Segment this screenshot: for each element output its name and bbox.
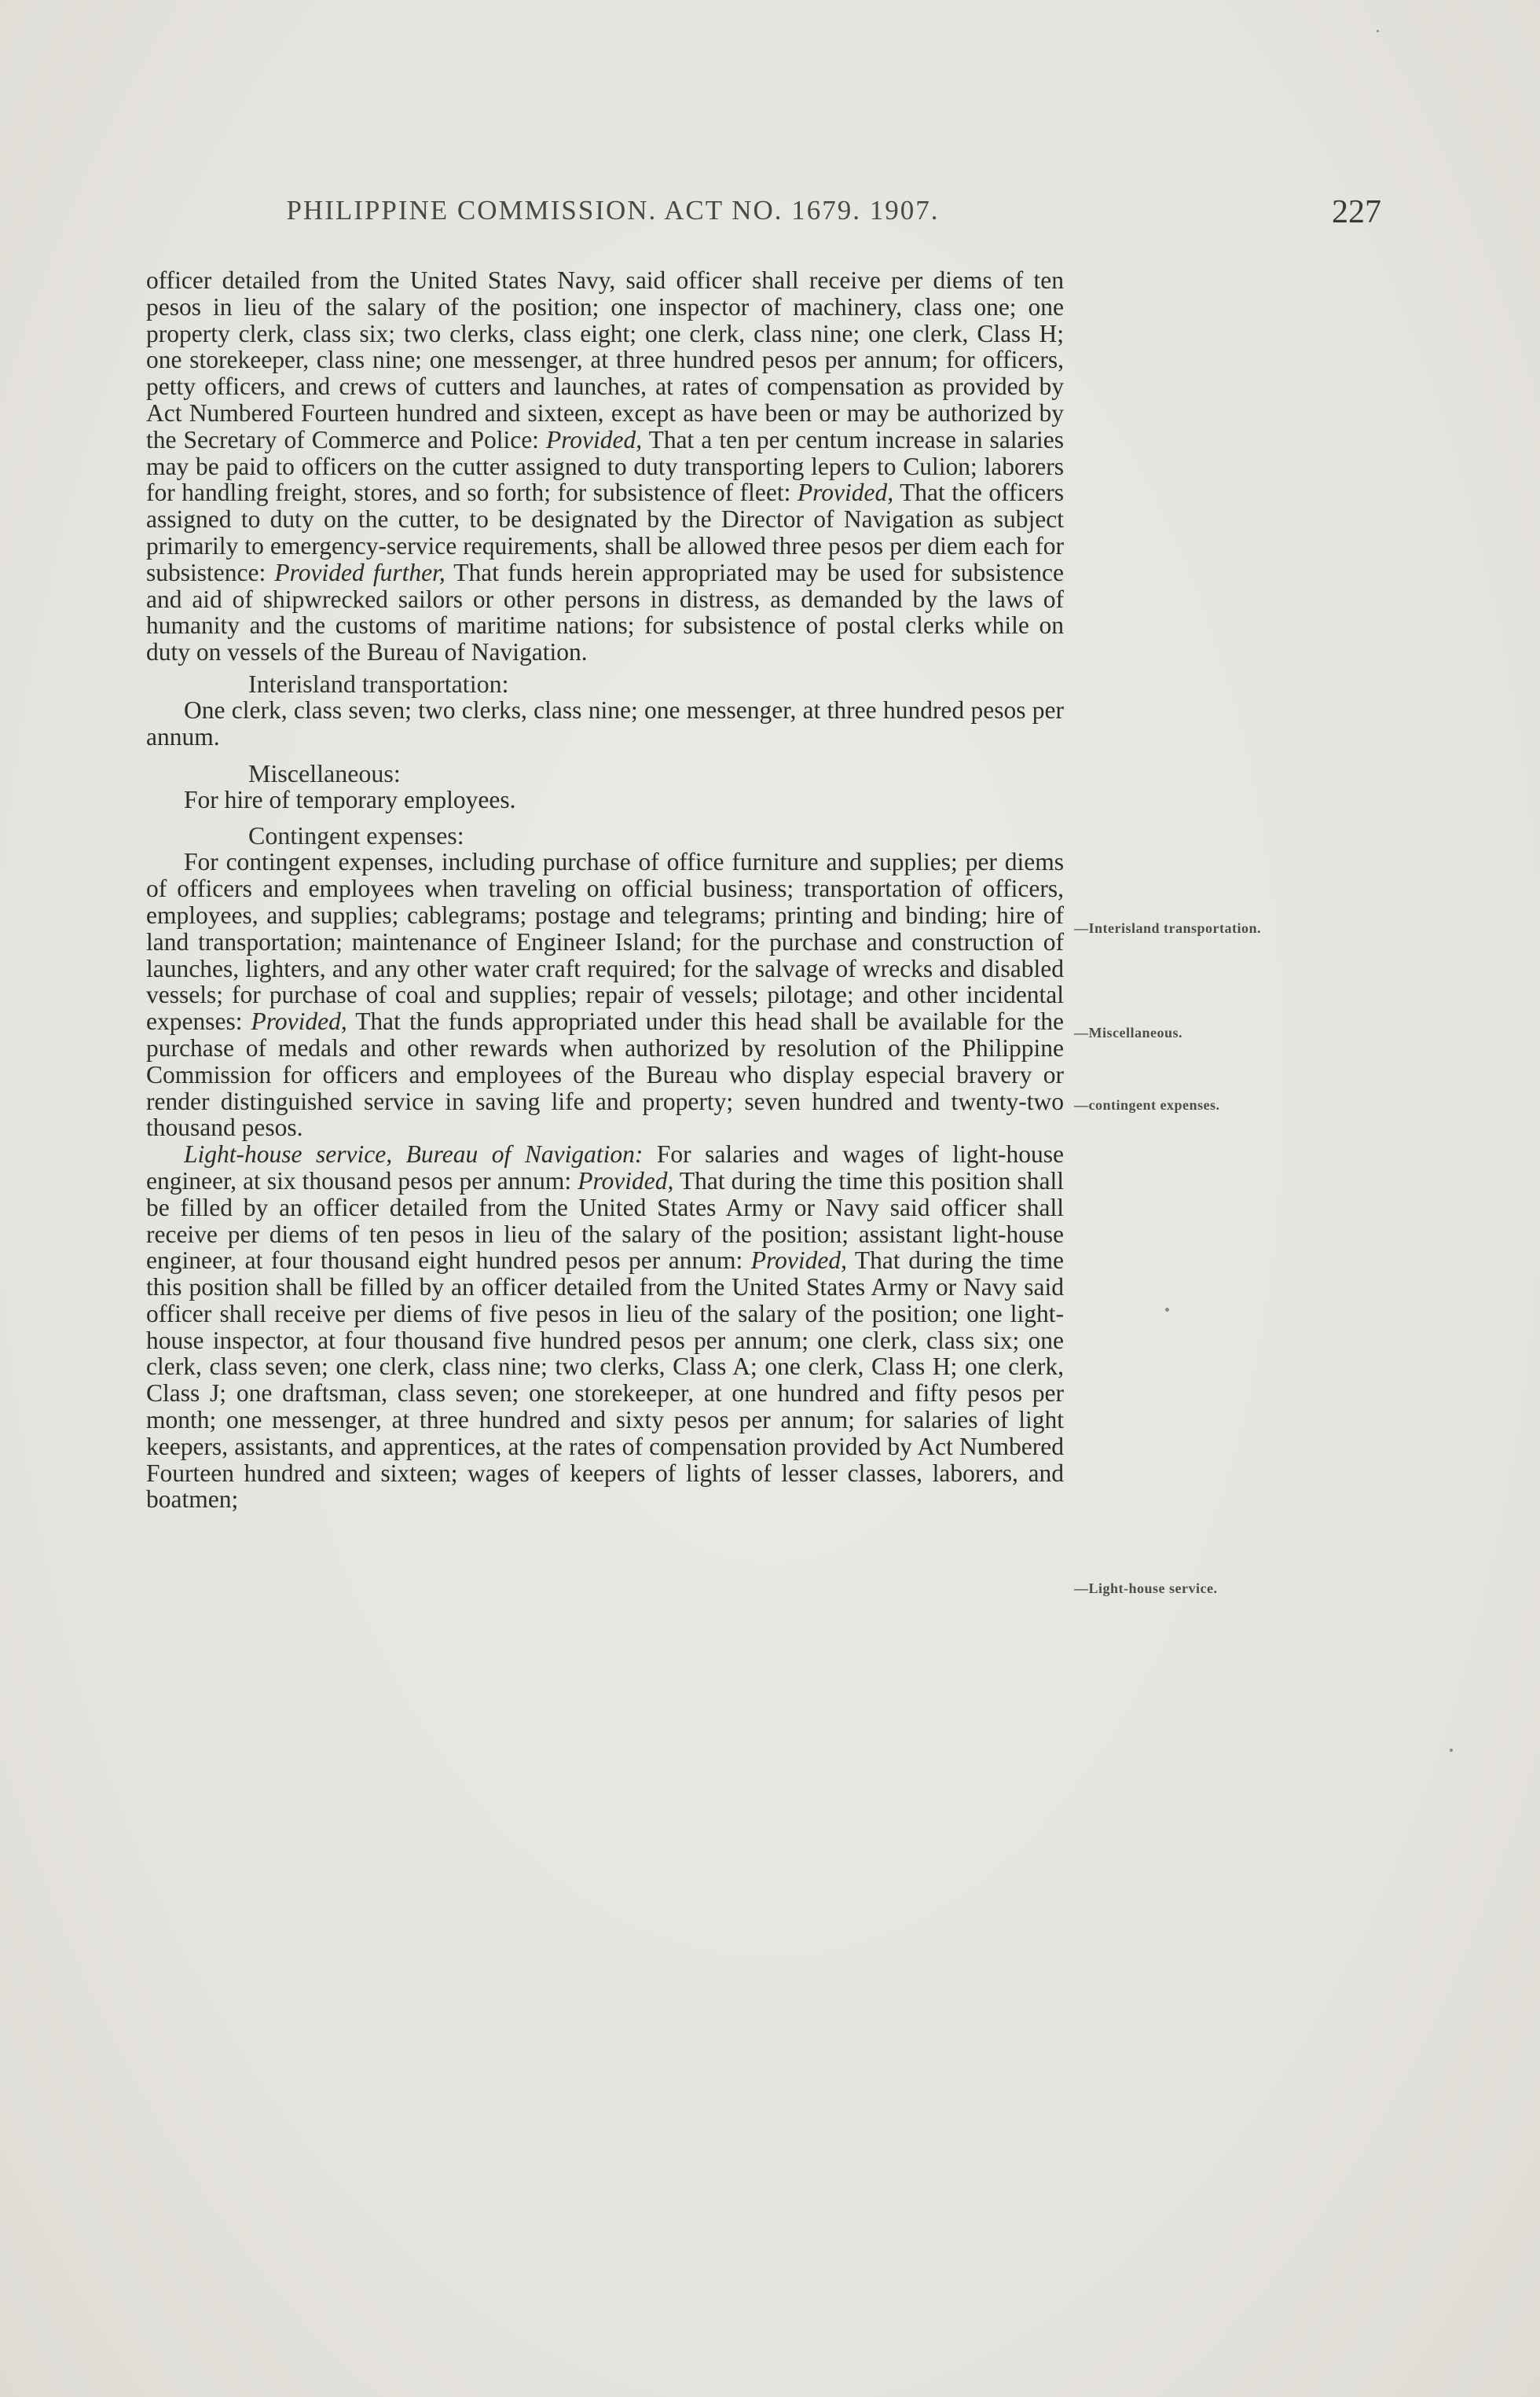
provided-italic: Provided, [578,1166,674,1195]
provided-further-italic: Provided further, [274,558,446,586]
paragraph-text: That during the time this position shall be filled by an officer detailed from the United States Army or Navy said officer shall receive per diems of ten pesos in lieu of the salary of the position; assistant light-house engineer, at four thousand eight hundred pesos per annum: [146,1166,1064,1275]
lighthouse-title-italic: Light-house service, Bureau of Navigation: [184,1140,644,1169]
paper-speck [1450,1749,1453,1752]
paragraph-text: That the officers assigned to duty on the cutter, to be designated by the Director of Navigation as subject primarily to emergency-service requirements, shall be allowed three pesos per diem each for subsistence: [146,479,1065,586]
paragraph-text: For contingent expenses, including purchase of office furniture and supplies; per diems of officers and employees when traveling on official business; transportation of officers, employees, and supplies; cablegrams; postage and telegrams; printing and binding; hire of land transportation; maintenance of Engineer Island; for the purchase and construction of launches, lighters, and any other water craft required; for the salvage of wrecks and disabled vessels; for purchase of coal and supplies; repair of vessels; pilotage; and other incidental expenses: [146,848,1064,1036]
heading-interisland: Interisland transportation: [248,669,509,698]
heading-miscellaneous: Miscellaneous: [248,758,401,787]
provided-italic: Provided, [750,1246,847,1275]
provided-italic: Provided, [797,479,894,507]
paper-speck [1377,30,1379,32]
paragraph-text: officer detailed from the United States Navy, said officer shall receive per diems of ten pesos in lieu of the salary of the position; one inspector of machinery, class one; one property clerk, class six; two clerks, class eight; one clerk, class nine; one clerk, Class H; one storekeeper, class nine; one messenger, at three hundred pesos per annum; for officers, petty officers, and crews of cutters and launches, at rates of compensation as provided by Act Numbered Fourteen hundred and sixteen, except as have been or may be authorized by the Secretary of Commerce and Police: [146,266,1064,453]
margin-note-miscellaneous: —Miscellaneous. [1074,1025,1182,1041]
heading-contingent: Contingent expenses: [248,821,464,850]
paragraph-contingent [146,849,1064,1141]
paper-speck [1165,1308,1169,1312]
paragraph-text: That the funds appropriated under this head shall be available for the purchase of medals and other rewards when authorized by resolution of the Philippine Commission for officers and employees of the Bureau who display especial bravery or render distinguished service in saving life and property; seven hundred and twenty-two thousand pesos. [146,1008,1065,1142]
margin-note-interisland: —Interisland transportation. [1074,920,1262,936]
margin-note-contingent: —contingent expenses. [1074,1097,1220,1113]
paragraph-text: That during the time this position shall be filled by an officer detailed from the United States Army or Navy said officer shall receive per diems of five pesos in lieu of the salary of the position; one light-house inspector, at four thousand five hundred pesos per annum; one clerk, class six; one clerk, class seven; one clerk, class nine; two clerks, Class A; one clerk, Class H; one clerk, Class J; one draftsman, class seven; one storekeeper, at one hundred and fifty pesos per month; one messenger, at three hundred and sixty pesos per annum; for salaries of light keepers, assistants, and apprentices, at the rates of compensation provided by Act Numbered Fourteen hundred and sixteen; wages of keepers of lights of lesser classes, laborers, and boatmen; [146,1246,1064,1514]
paragraph-navy-officer [146,267,1064,666]
paragraph-lighthouse [146,1141,1064,1513]
paragraph-text: For salaries and wages of light-house engineer, at six thousand pesos per annum: [146,1140,1065,1195]
body-text-column [146,267,1064,1513]
provided-italic: Provided, [545,425,643,453]
paragraph-miscellaneous: For hire of temporary employees. [184,785,516,813]
paragraph-interisland: One clerk, class seven; two clerks, class nine; one messenger, at three hundred pesos per annum. [146,696,1064,751]
provided-italic: Provided, [251,1008,347,1036]
margin-note-lighthouse: —Light-house service. [1074,1580,1218,1596]
paragraph-text: That a ten per centum increase in salaries may be paid to officers on the cutter assigned to duty transporting lepers to Culion; laborers for handling freight, stores, and so forth; for subsistence of fleet: [146,425,1064,507]
paragraph-text: That funds herein appropriated may be used for subsistence and aid of shipwrecked sailors or other persons in distress, as demanded by the laws of humanity and the customs of maritime nations; for subsistence of postal clerks while on duty on vessels of the Bureau of Navigation. [146,558,1064,666]
running-head: PHILIPPINE COMMISSION. ACT NO. 1679. 1907. [286,195,940,226]
page-number: 227 [1332,194,1381,230]
